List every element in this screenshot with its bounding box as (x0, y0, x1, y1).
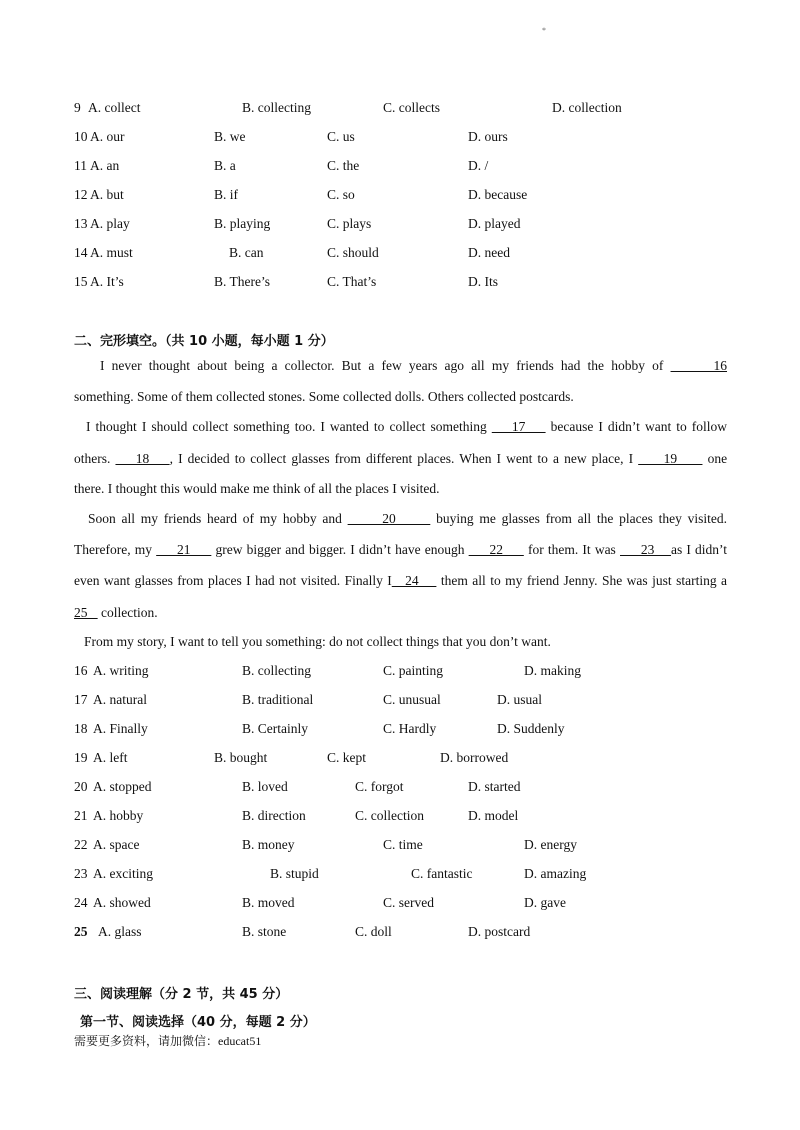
passage-line-2: something. Some of them collected stones. Some collected dolls. Others collected postcards. (74, 389, 574, 404)
section-3-title: 三、阅读理解（分 2 节，共 45 分） (74, 987, 289, 1002)
option-c: C. doll (355, 924, 392, 939)
option-d: D. collection (552, 100, 622, 115)
option-a: A. writing (93, 663, 149, 678)
question-row (0, 721, 800, 739)
option-d: D. gave (524, 895, 566, 910)
question-number: 15 (74, 274, 88, 289)
option-c: C. time (383, 837, 423, 852)
question-number: 12 (74, 187, 88, 202)
option-b: B. money (242, 837, 295, 852)
question-row (0, 274, 800, 292)
option-a: A. hobby (93, 808, 144, 823)
question-row (0, 129, 800, 147)
passage-line-10: From my story, I want to tell you something: do not collect things that you don’t want. (84, 634, 551, 649)
option-d: D. Suddenly (497, 721, 565, 736)
option-a: A. must (90, 245, 133, 260)
option-a: A. play (90, 216, 130, 231)
option-d: D. model (468, 808, 519, 823)
option-b: B. loved (242, 779, 288, 794)
question-row (0, 692, 800, 710)
question-row (0, 158, 800, 176)
blank-21: 21 (156, 542, 212, 557)
question-number: 22 (74, 837, 88, 852)
blank-22: 22 (468, 542, 524, 557)
passage-line-1: I never thought about being a collector. But a few years ago all my friends had the hobby of 16 (100, 358, 728, 373)
blank-19: 19 (638, 451, 703, 466)
option-d: D. usual (497, 692, 542, 707)
question-row (0, 779, 800, 797)
option-c: C. the (327, 158, 360, 173)
passage-line-3: I thought I should collect something too. I wanted to collect something 17 because I didn’t want to follow (86, 419, 728, 434)
question-row (0, 216, 800, 234)
option-a: A. It’s (90, 274, 124, 289)
option-b: B. collecting (242, 663, 311, 678)
option-a: A. space (93, 837, 140, 852)
option-c: C. forgot (355, 779, 404, 794)
option-b: B. can (229, 245, 264, 260)
option-d: D. ours (468, 129, 508, 144)
question-number: 14 (74, 245, 88, 260)
option-b: B. playing (214, 216, 271, 231)
question-row (0, 808, 800, 826)
option-a: A. an (90, 158, 120, 173)
question-number: 17 (74, 692, 88, 707)
option-c: C. plays (327, 216, 372, 231)
question-number: 11 (74, 158, 87, 173)
blank-18: 18 (115, 451, 170, 466)
option-c: C. served (383, 895, 434, 910)
option-b: B. collecting (242, 100, 311, 115)
option-b: B. Certainly (242, 721, 308, 736)
option-b: B. stupid (270, 866, 319, 881)
question-number: 20 (74, 779, 88, 794)
option-a: A. exciting (93, 866, 153, 881)
question-number: 25 (74, 924, 88, 939)
option-b: B. bought (214, 750, 268, 765)
question-number: 18 (74, 721, 88, 736)
question-row (0, 750, 800, 768)
option-c: C. so (327, 187, 355, 202)
option-d: D. energy (524, 837, 577, 852)
question-number: 9 (74, 100, 81, 115)
question-row (0, 245, 800, 263)
question-row (0, 837, 800, 855)
option-c: C. That’s (327, 274, 377, 289)
option-c: C. kept (327, 750, 366, 765)
option-b: B. if (214, 187, 239, 202)
section-3-subtitle: 第一节、阅读选择（40 分，每题 2 分） (80, 1015, 316, 1030)
option-b: B. we (214, 129, 246, 144)
option-a: A. Finally (93, 721, 148, 736)
question-number: 19 (74, 750, 88, 765)
blank-17: 17 (491, 419, 546, 434)
blank-23: 23 (620, 542, 671, 557)
option-a: A. glass (98, 924, 142, 939)
option-c: C. Hardly (383, 721, 437, 736)
option-d: D. making (524, 663, 581, 678)
passage-line-8: even want glasses from places I had not visited. Finally I 24 them all to my friend Jenny. She was just starting a (74, 573, 728, 588)
option-a: A. left (93, 750, 128, 765)
question-row (0, 100, 800, 118)
option-c: C. fantastic (411, 866, 473, 881)
passage-line-6: Soon all my friends heard of my hobby and 20 buying me glasses from all the places they visited. (88, 511, 727, 526)
footer-wechat-id: educat51 (218, 1034, 262, 1048)
option-d: D. played (468, 216, 521, 231)
option-d: D. Its (468, 274, 498, 289)
question-row (0, 924, 800, 942)
option-c: C. unusual (383, 692, 441, 707)
option-d: D. borrowed (440, 750, 509, 765)
option-d: D. amazing (524, 866, 587, 881)
option-c: C. should (327, 245, 379, 260)
footer-note (74, 1032, 261, 1049)
option-a: A. our (90, 129, 125, 144)
top-mark: * (542, 26, 546, 35)
option-b: B. a (214, 158, 236, 173)
question-number: 24 (74, 895, 88, 910)
option-b: B. moved (242, 895, 295, 910)
passage-line-7: Therefore, my 21 grew bigger and bigger. I didn’t have enough 22 for them. It was 23 as I didn’t (74, 542, 728, 557)
footer-text: 需要更多资料，请加微信： (74, 1034, 219, 1048)
option-d: D. postcard (468, 924, 531, 939)
section-2-title: 二、完形填空。（共 10 小题，每小题 1 分） (74, 334, 334, 349)
blank-20: 20 (347, 511, 431, 526)
question-number: 16 (74, 663, 88, 678)
question-number: 10 (74, 129, 88, 144)
question-number: 21 (74, 808, 88, 823)
blank-24: 24 (391, 573, 437, 588)
option-c: C. collection (355, 808, 424, 823)
passage-line-9: 25 collection. (74, 605, 158, 620)
question-number: 23 (74, 866, 88, 881)
question-row (0, 663, 800, 681)
option-d: D. started (468, 779, 521, 794)
question-row (0, 187, 800, 205)
option-c: C. collects (383, 100, 440, 115)
option-a: A. collect (88, 100, 141, 115)
question-number: 13 (74, 216, 88, 231)
option-d: D. / (468, 158, 489, 173)
option-d: D. because (468, 187, 528, 202)
option-a: A. but (90, 187, 124, 202)
blank-16: 16 (670, 358, 728, 373)
question-row (0, 895, 800, 913)
option-a: A. showed (93, 895, 151, 910)
option-a: A. natural (93, 692, 147, 707)
option-b: B. traditional (242, 692, 314, 707)
option-b: B. direction (242, 808, 306, 823)
passage-line-4: others. 18 , I decided to collect glasses from different places. When I went to a new place, I 19 one (74, 451, 728, 466)
option-d: D. need (468, 245, 510, 260)
option-a: A. stopped (93, 779, 152, 794)
option-b: B. There’s (214, 274, 270, 289)
question-row (0, 866, 800, 884)
option-c: C. painting (383, 663, 443, 678)
option-c: C. us (327, 129, 355, 144)
blank-25: 25 (74, 605, 98, 620)
passage-line-5: there. I thought this would make me think of all the places I visited. (74, 481, 440, 496)
option-b: B. stone (242, 924, 287, 939)
